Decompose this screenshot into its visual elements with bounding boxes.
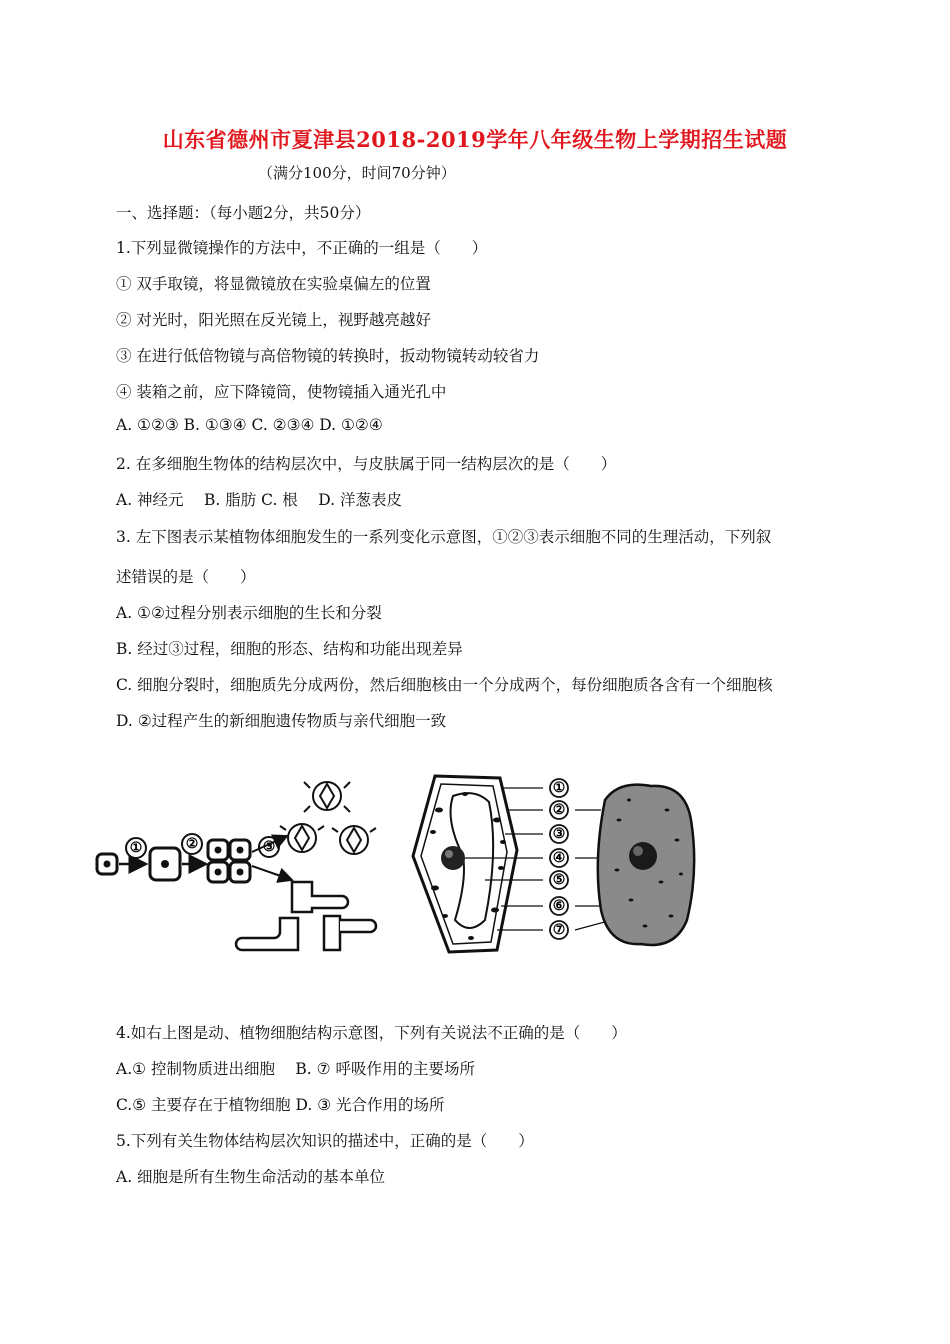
grown-cell	[150, 848, 180, 880]
question-1-options: A. ①②③ B. ①③④ C. ②③④ D. ①②④	[116, 416, 383, 434]
question-1-item-4: ④ 装箱之前，应下降镜筒，使物镜插入通光孔中	[116, 383, 447, 401]
svg-text:①: ①	[129, 840, 143, 856]
part-label-6	[550, 897, 568, 915]
page-title: 山东省德州市夏津县2018-2019学年八年级生物上学期招生试题	[162, 127, 788, 152]
question-2-stem: 2. 在多细胞生物体的结构层次中，与皮肤属于同一结构层次的是（ ）	[116, 455, 617, 473]
guard-cells	[280, 782, 376, 854]
part-label-3	[550, 825, 568, 843]
elongated-cells	[236, 882, 376, 950]
svg-text:⑤: ⑤	[552, 872, 566, 888]
part-label-4	[550, 849, 568, 867]
svg-text:③: ③	[262, 839, 276, 855]
question-3-option-b: B. 经过③过程，细胞的形态、结构和功能出现差异	[116, 640, 463, 658]
divided-cells	[208, 840, 250, 882]
part-labels	[550, 779, 568, 939]
part-label-5	[550, 871, 568, 889]
cell-division-figure	[92, 770, 392, 960]
question-5-stem: 5.下列有关生物体结构层次知识的描述中，正确的是（ ）	[116, 1132, 534, 1150]
svg-text:①: ①	[552, 780, 566, 796]
svg-text:⑦: ⑦	[552, 922, 566, 938]
exam-subtitle: （满分100分，时间70分钟）	[258, 164, 456, 182]
start-cell	[97, 854, 117, 874]
question-3-stem-line-1: 3. 左下图表示某植物体细胞发生的一系列变化示意图，①②③表示细胞不同的生理活动，下列叙	[116, 528, 772, 546]
question-1-stem: 1.下列显微镜操作的方法中，不正确的一组是（ ）	[116, 239, 488, 257]
question-1-item-3: ③ 在进行低倍物镜与高倍物镜的转换时，扳动物镜转动较省力	[116, 347, 540, 365]
question-4-options-cd: C.⑤ 主要存在于植物细胞 D. ③ 光合作用的场所	[116, 1096, 445, 1114]
process-label-1	[126, 838, 146, 858]
process-label-2	[182, 834, 202, 854]
section-heading: 一、选择题：（每小题2分，共50分）	[116, 204, 371, 222]
question-1-item-2: ② 对光时，阳光照在反光镜上，视野越亮越好	[116, 311, 431, 329]
svg-text:②: ②	[185, 836, 199, 852]
question-3-option-d: D. ②过程产生的新细胞遗传物质与亲代细胞一致	[116, 712, 447, 730]
question-4-stem: 4.如右上图是动、植物细胞结构示意图，下列有关说法不正确的是（ ）	[116, 1024, 627, 1042]
part-label-1	[550, 779, 568, 797]
question-3-option-c: C. 细胞分裂时，细胞质先分成两份，然后细胞核由一个分成两个，每份细胞质各含有一个细胞核	[116, 676, 773, 694]
question-4-options-ab: A.① 控制物质进出细胞 B. ⑦ 呼吸作用的主要场所	[116, 1060, 475, 1078]
part-label-7	[550, 921, 568, 939]
animal-cell	[598, 785, 694, 945]
question-3-option-a: A. ①②过程分别表示细胞的生长和分裂	[116, 604, 382, 622]
plant-cell	[413, 776, 517, 952]
question-3-stem-line-2: 述错误的是（ ）	[116, 568, 256, 586]
svg-text:④: ④	[552, 850, 566, 866]
plant-animal-cell-figure	[405, 770, 705, 960]
svg-text:③: ③	[552, 826, 566, 842]
question-2-options: A. 神经元 B. 脂肪 C. 根 D. 洋葱表皮	[116, 491, 402, 509]
arrow-3b	[252, 866, 292, 880]
part-label-2	[550, 801, 568, 819]
svg-text:⑥: ⑥	[552, 898, 566, 914]
question-5-option-a: A. 细胞是所有生物生命活动的基本单位	[116, 1168, 386, 1186]
question-1-item-1: ① 双手取镜，将显微镜放在实验桌偏左的位置	[116, 275, 431, 293]
svg-text:②: ②	[552, 802, 566, 818]
